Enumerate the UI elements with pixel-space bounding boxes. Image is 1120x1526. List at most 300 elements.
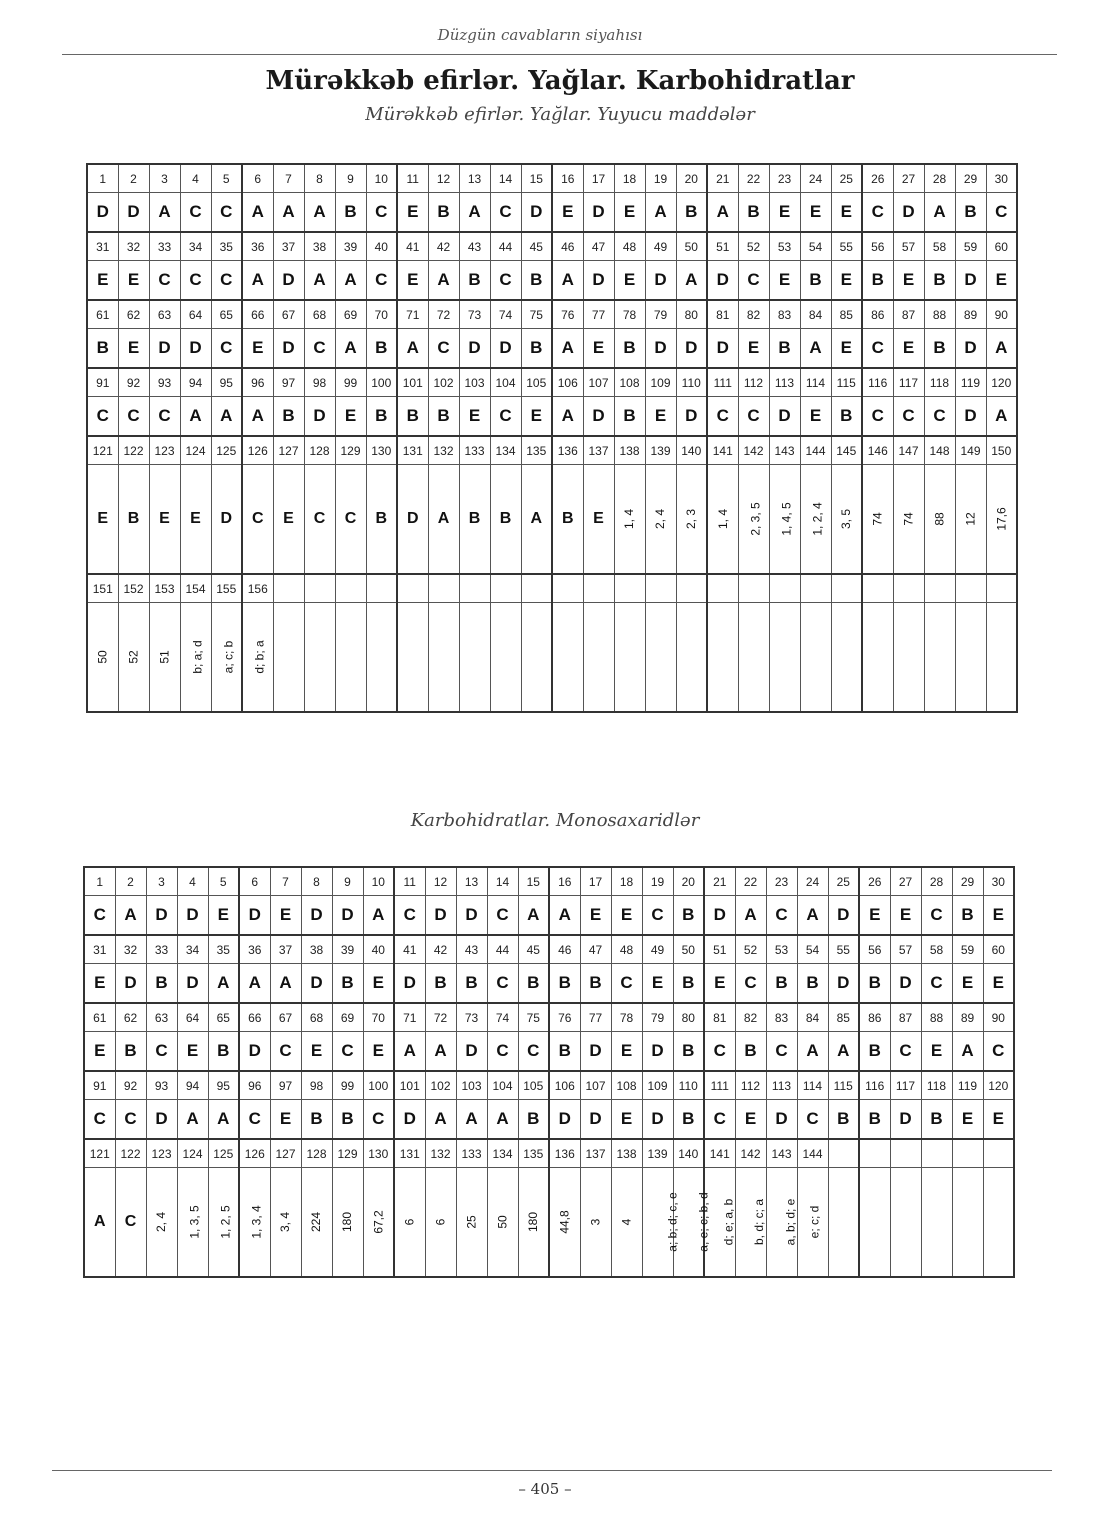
answer-cell: A [211,397,242,437]
answer-cell: E [583,329,614,369]
answer-cell: B [614,397,645,437]
question-number-cell: 90 [983,1003,1014,1032]
empty-cell [862,603,893,713]
question-number-cell: 124 [180,436,211,465]
empty-cell [738,603,769,713]
answer-cell: C [211,193,242,233]
answer-cell: A [487,1100,518,1140]
answer-cell: C [87,397,118,437]
answer-cell: A [270,964,301,1004]
question-number-cell: 40 [366,232,397,261]
empty-cell [304,603,335,713]
question-number-cell: 89 [952,1003,983,1032]
question-number-cell: 5 [211,164,242,193]
answer-cell: B [87,329,118,369]
running-head: Düzgün cavabların siyahısı [437,26,643,44]
question-number-cell: 39 [335,232,366,261]
answer-cell: A [459,193,490,233]
number-row [87,368,1017,397]
question-number-cell: 69 [335,300,366,329]
question-number-cell: 111 [704,1071,735,1100]
answer-cell: C [366,261,397,301]
question-number-cell: 62 [118,300,149,329]
rotated-answer: 67,2 [371,1210,386,1234]
question-number-cell: 92 [115,1071,146,1100]
answer-cell: B [366,397,397,437]
answer-cell: E [738,329,769,369]
question-number-cell: 135 [521,436,552,465]
question-number-cell: 115 [828,1071,859,1100]
question-number-cell: 118 [921,1071,952,1100]
answer-cell: C [766,1032,797,1072]
rotated-answer: 2, 4 [653,508,668,530]
question-number-cell: 58 [921,935,952,964]
answer-cell: A [180,397,211,437]
page-title: Mürəkkəb efirlər. Yağlar. Karbohidratlar [265,66,855,96]
answer-row [84,964,1014,1004]
answer-cell: A [304,193,335,233]
footer-rule [52,1470,1052,1471]
answer-cell: E [301,1032,332,1072]
answer-cell: E [893,261,924,301]
answer-cell: E [270,896,301,936]
question-number-cell: 55 [831,232,862,261]
question-number-cell: 14 [490,164,521,193]
question-number-cell: 45 [518,935,549,964]
answer-cell: A [986,329,1017,369]
answer-cell [456,1168,487,1278]
question-number-cell: 108 [614,368,645,397]
answer-cell: D [645,261,676,301]
answer-cell: D [642,1100,673,1140]
question-number-cell: 34 [177,935,208,964]
question-number-cell: 103 [456,1071,487,1100]
question-number-cell: 94 [177,1071,208,1100]
rotated-answer: a, e; c; b, d [696,1192,711,1252]
empty-cell [738,574,769,603]
answer-cell [549,1168,580,1278]
empty-cell [552,603,583,713]
question-number-cell: 29 [952,867,983,896]
answer-cell: A [428,465,459,575]
question-number-cell: 57 [890,935,921,964]
number-row [84,1139,1014,1168]
question-number-cell: 22 [735,867,766,896]
question-number-cell: 112 [735,1071,766,1100]
answer-cell: C [921,896,952,936]
question-number-cell: 16 [552,164,583,193]
question-number-cell: 127 [270,1139,301,1168]
question-number-cell: 47 [583,232,614,261]
question-number-cell: 75 [521,300,552,329]
question-number-cell: 101 [394,1071,425,1100]
empty-cell [273,603,304,713]
answer-cell: C [270,1032,301,1072]
question-number-cell: 25 [828,867,859,896]
answer-cell: A [518,896,549,936]
answer-cell: E [177,1032,208,1072]
answer-cell: B [673,1100,704,1140]
question-number-cell: 137 [580,1139,611,1168]
answer-cell: D [955,397,986,437]
question-number-cell: 123 [146,1139,177,1168]
question-number-cell: 106 [552,368,583,397]
rotated-answer: 25 [464,1215,479,1229]
rotated-answer: 6 [433,1218,448,1226]
question-number-cell: 147 [893,436,924,465]
question-number-cell: 124 [177,1139,208,1168]
question-number-cell: 19 [645,164,676,193]
question-number-cell: 134 [490,436,521,465]
rotated-answer: b; a; d [190,640,205,674]
answer-cell [611,1168,642,1278]
question-number-cell: 138 [614,436,645,465]
answer-row [87,261,1017,301]
empty-cell [583,603,614,713]
answer-cell: C [115,1100,146,1140]
empty-cell [921,1139,952,1168]
question-number-cell: 27 [890,867,921,896]
answer-cell: D [332,896,363,936]
answer-cell: A [828,1032,859,1072]
question-number-cell: 46 [552,232,583,261]
answer-cell: A [208,1100,239,1140]
empty-cell [366,603,397,713]
question-number-cell: 13 [456,867,487,896]
rotated-answer: 50 [495,1215,510,1229]
rotated-answer: 50 [95,650,110,664]
question-number-cell: 120 [983,1071,1014,1100]
question-number-cell: 42 [425,935,456,964]
question-number-cell: 99 [335,368,366,397]
question-number-cell: 43 [456,935,487,964]
answer-cell: C [986,193,1017,233]
question-number-cell: 4 [177,867,208,896]
question-number-cell: 41 [397,232,428,261]
answer-cell: E [363,964,394,1004]
answer-cell: D [642,1032,673,1072]
answer-cell [893,465,924,575]
question-number-cell: 70 [366,300,397,329]
answer-cell: B [459,261,490,301]
answer-cell: B [766,964,797,1004]
question-number-cell: 74 [487,1003,518,1032]
rotated-answer: a; b; d; c, e [665,1192,680,1252]
question-number-cell: 24 [797,867,828,896]
answer-cell: E [363,1032,394,1072]
empty-cell [952,1139,983,1168]
question-number-cell: 53 [769,232,800,261]
question-number-cell: 142 [738,436,769,465]
empty-cell [428,603,459,713]
question-number-cell: 88 [924,300,955,329]
answer-cell: D [828,896,859,936]
answer-cell: B [859,964,890,1004]
answer-cell: E [704,964,735,1004]
answer-cell: C [735,964,766,1004]
answer-cell: A [552,397,583,437]
question-number-cell: 83 [766,1003,797,1032]
answer-cell: B [580,964,611,1004]
answer-cell: C [211,329,242,369]
answer-cell: A [304,261,335,301]
question-number-cell: 44 [487,935,518,964]
question-number-cell: 42 [428,232,459,261]
answer-cell: B [921,1100,952,1140]
question-number-cell: 119 [955,368,986,397]
answer-cell: E [180,465,211,575]
question-number-cell: 14 [487,867,518,896]
question-number-cell: 79 [645,300,676,329]
answer-cell: C [304,329,335,369]
question-number-cell: 48 [611,935,642,964]
answer-cell: D [955,329,986,369]
question-number-cell: 10 [363,867,394,896]
answer-cell [363,1168,394,1278]
question-number-cell: 47 [580,935,611,964]
question-number-cell: 56 [862,232,893,261]
answer-row [84,1168,1014,1278]
answer-cell: A [986,397,1017,437]
answer-cell: E [273,465,304,575]
rotated-answer: d; e; a, b [721,1198,736,1246]
empty-cell [273,574,304,603]
rotated-answer: 3 [588,1218,603,1226]
question-number-cell: 143 [769,436,800,465]
rotated-answer: 74 [901,512,916,526]
section-subtitle-1: Mürəkkəb efirlər. Yağlar. Yuyucu maddələr [365,104,755,125]
question-number-cell: 58 [924,232,955,261]
answer-cell: C [487,964,518,1004]
question-number-cell: 50 [673,935,704,964]
rotated-answer: 1, 4 [622,508,637,530]
question-number-cell: 86 [859,1003,890,1032]
answer-cell: A [645,193,676,233]
answer-cell: C [738,397,769,437]
question-number-cell: 131 [397,436,428,465]
answer-cell: A [797,1032,828,1072]
answer-row [87,465,1017,575]
answer-cell: C [211,261,242,301]
answer-cell: D [397,465,428,575]
question-number-cell: 21 [707,164,738,193]
question-number-cell: 67 [270,1003,301,1032]
answer-cell [924,465,955,575]
answer-cell: B [924,329,955,369]
answer-cell [580,1168,611,1278]
empty-cell [676,574,707,603]
rotated-answer: 2, 3 [684,508,699,530]
question-number-cell: 15 [518,867,549,896]
answer-cell: C [704,1032,735,1072]
answer-cell: E [800,397,831,437]
question-number-cell: 52 [735,935,766,964]
answer-cell: E [208,896,239,936]
answer-cell: A [428,261,459,301]
answer-cell: D [425,896,456,936]
answer-cell: D [177,964,208,1004]
answer-cell: B [146,964,177,1004]
answer-cell: B [521,261,552,301]
answer-cell: B [332,964,363,1004]
rotated-answer: 1, 2, 4 [810,502,825,536]
answer-cell: A [242,397,273,437]
answer-cell: B [828,1100,859,1140]
question-number-cell: 109 [642,1071,673,1100]
question-number-cell: 155 [211,574,242,603]
question-number-cell: 27 [893,164,924,193]
answer-cell: C [180,261,211,301]
question-number-cell: 31 [87,232,118,261]
question-number-cell: 82 [738,300,769,329]
answer-cell: C [766,896,797,936]
answer-row [84,896,1014,936]
answer-cell: D [146,896,177,936]
question-number-cell: 131 [394,1139,425,1168]
rotated-answer: 224 [309,1211,324,1233]
question-number-cell: 137 [583,436,614,465]
question-number-cell: 25 [831,164,862,193]
question-number-cell: 73 [456,1003,487,1032]
answer-cell: C [738,261,769,301]
answer-cell: A [521,465,552,575]
empty-cell [645,574,676,603]
question-number-cell: 35 [208,935,239,964]
question-number-cell: 8 [304,164,335,193]
answer-cell: D [676,329,707,369]
question-number-cell: 109 [645,368,676,397]
question-number-cell: 91 [87,368,118,397]
question-number-cell: 133 [459,436,490,465]
empty-cell [521,603,552,713]
empty-cell [397,574,428,603]
question-number-cell: 110 [676,368,707,397]
question-number-cell: 26 [862,164,893,193]
answer-cell: B [397,397,428,437]
empty-cell [983,1139,1014,1168]
answer-cell: D [211,465,242,575]
answer-cell: A [273,193,304,233]
answer-cell: D [521,193,552,233]
empty-cell [955,574,986,603]
question-number-cell: 32 [115,935,146,964]
answer-cell [955,465,986,575]
rotated-answer: e; c; d [806,1205,821,1239]
answer-cell: E [87,465,118,575]
answer-cell: C [115,1168,146,1278]
question-number-cell: 63 [149,300,180,329]
answer-cell: E [921,1032,952,1072]
answer-cell [149,603,180,713]
answer-cell [332,1168,363,1278]
question-number-cell: 9 [332,867,363,896]
question-number-cell: 96 [242,368,273,397]
answer-cell: D [273,329,304,369]
question-number-cell: 150 [986,436,1017,465]
question-number-cell: 115 [831,368,862,397]
question-number-cell: 69 [332,1003,363,1032]
question-number-cell: 3 [149,164,180,193]
answer-cell [394,1168,425,1278]
question-number-cell: 132 [425,1139,456,1168]
question-number-cell: 113 [769,368,800,397]
answer-cell: D [456,896,487,936]
question-number-cell: 148 [924,436,955,465]
question-number-cell: 20 [676,164,707,193]
question-number-cell: 81 [704,1003,735,1032]
question-number-cell: 100 [366,368,397,397]
answer-cell [487,1168,518,1278]
question-number-cell: 79 [642,1003,673,1032]
question-number-cell: 78 [611,1003,642,1032]
answer-table-carbohydrates [83,866,1015,1278]
question-number-cell: 98 [304,368,335,397]
question-number-cell: 33 [146,935,177,964]
question-number-cell: 70 [363,1003,394,1032]
answer-cell: E [831,261,862,301]
number-row [87,574,1017,603]
question-number-cell: 95 [208,1071,239,1100]
question-number-cell: 41 [394,935,425,964]
question-number-cell: 72 [428,300,459,329]
question-number-cell: 152 [118,574,149,603]
question-number-cell: 114 [797,1071,828,1100]
question-number-cell: 7 [273,164,304,193]
question-number-cell: 63 [146,1003,177,1032]
question-number-cell: 21 [704,867,735,896]
question-number-cell: 144 [797,1139,828,1168]
answer-cell [211,603,242,713]
question-number-cell: 128 [301,1139,332,1168]
answer-cell: D [115,964,146,1004]
answer-cell: C [983,1032,1014,1072]
answer-cell: B [800,261,831,301]
answer-cell: A [394,1032,425,1072]
question-number-cell: 105 [518,1071,549,1100]
question-number-cell: 68 [304,300,335,329]
question-number-cell: 64 [177,1003,208,1032]
answer-cell [242,603,273,713]
question-number-cell: 10 [366,164,397,193]
answer-cell: D [583,261,614,301]
question-number-cell: 36 [242,232,273,261]
answer-cell: B [769,329,800,369]
empty-cell [986,574,1017,603]
question-number-cell: 120 [986,368,1017,397]
answer-cell: E [611,896,642,936]
answer-cell: C [242,465,273,575]
answer-cell: C [304,465,335,575]
empty-cell [645,603,676,713]
answer-cell: C [862,193,893,233]
answer-cell: B [735,1032,766,1072]
answer-cell: A [242,193,273,233]
empty-cell [924,603,955,713]
question-number-cell: 102 [425,1071,456,1100]
rotated-answer: d; b; a [252,640,267,674]
question-number-cell: 107 [583,368,614,397]
answer-cell: C [797,1100,828,1140]
answer-cell: D [828,964,859,1004]
empty-cell [335,603,366,713]
empty-cell [862,574,893,603]
question-number-cell: 139 [645,436,676,465]
question-number-cell: 54 [797,935,828,964]
answer-cell: E [84,964,115,1004]
empty-cell [428,574,459,603]
question-number-cell: 110 [673,1071,704,1100]
question-number-cell: 103 [459,368,490,397]
